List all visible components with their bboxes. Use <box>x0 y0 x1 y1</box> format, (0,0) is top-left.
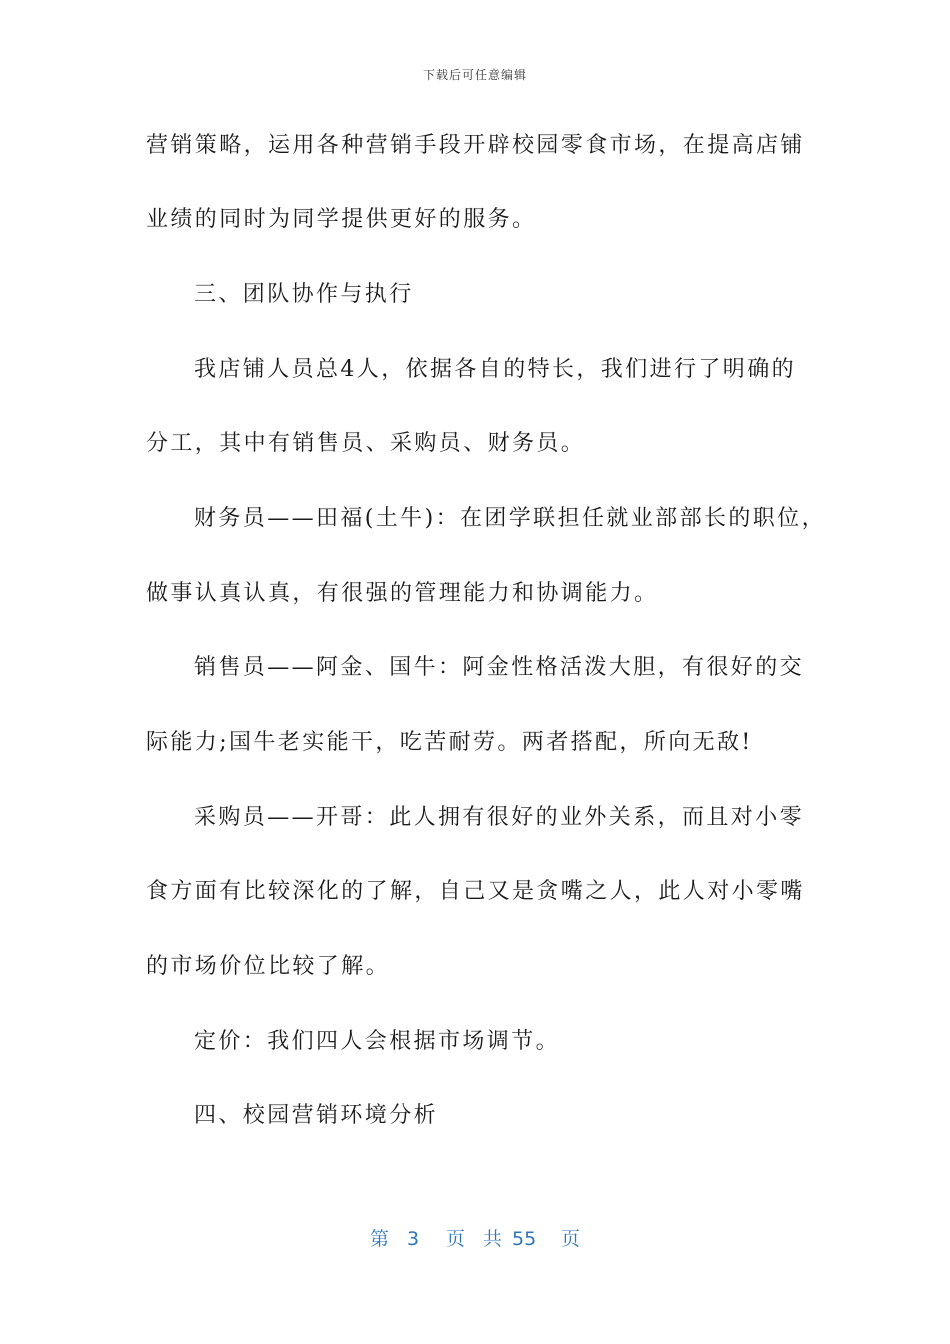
body-line: 我店铺人员总4人，依据各自的特长，我们进行了明确的 <box>194 357 796 382</box>
body-line: 做事认真认真，有很强的管理能力和协调能力。 <box>146 581 659 606</box>
footer-prefix: 第 <box>370 1228 390 1250</box>
page-header: 下载后可任意编辑 <box>422 68 527 82</box>
body-line: 销售员——阿金、国牛：阿金性格活泼大胆，有很好的交 <box>194 655 805 680</box>
body-line: 采购员——开哥：此人拥有很好的业外关系，而且对小零 <box>194 805 805 830</box>
footer-total-pages: 55 <box>512 1228 537 1250</box>
body-line: 的市场价位比较了解。 <box>146 954 391 979</box>
body-line: 际能力;国牛老实能干，吃苦耐劳。两者搭配，所向无敌! <box>146 730 753 755</box>
body-line: 业绩的同时为同学提供更好的服务。 <box>146 207 537 232</box>
section-heading: 四、校园营销环境分析 <box>194 1103 439 1128</box>
body-line: 分工，其中有销售员、采购员、财务员。 <box>146 431 586 456</box>
body-line: 定价：我们四人会根据市场调节。 <box>194 1029 561 1054</box>
body-line: 财务员——田福(土牛)：在团学联担任就业部部长的职位， <box>194 506 826 531</box>
footer-middle: 页 共 <box>446 1228 509 1250</box>
body-line: 营销策略，运用各种营销手段开辟校园零食市场，在提高店铺 <box>146 133 805 158</box>
section-heading: 三、团队协作与执行 <box>194 282 414 307</box>
footer-suffix: 页 <box>561 1228 581 1250</box>
footer-page-number: 3 <box>407 1228 420 1250</box>
body-line: 食方面有比较深化的了解，自己又是贪嘴之人，此人对小零嘴 <box>146 879 805 904</box>
